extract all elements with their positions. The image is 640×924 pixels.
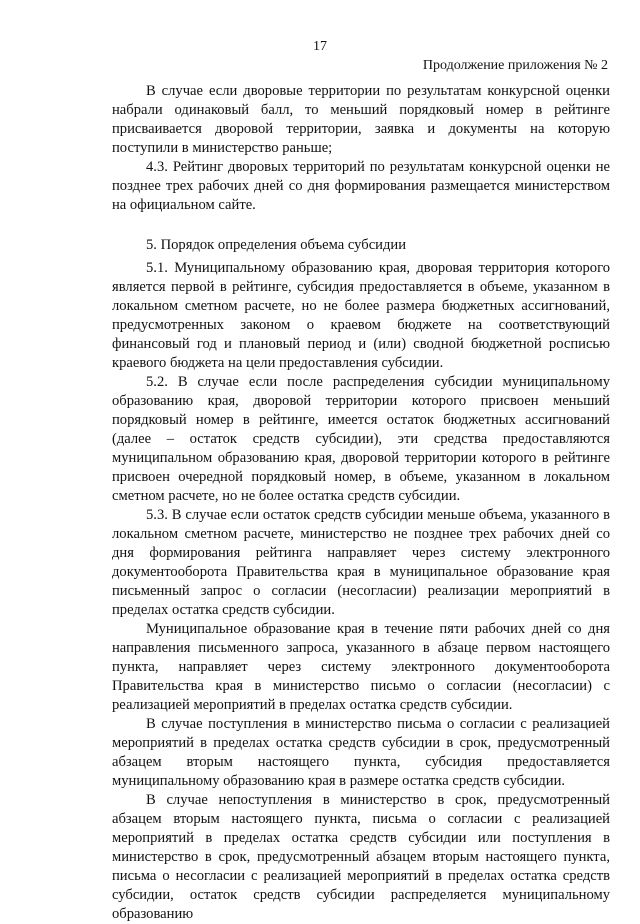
paragraph: 4.3. Рейтинг дворовых территорий по результатам конкурсной оценки не позднее трех рабочих дней со дня формирования размещается министерством на официальном сайте. <box>112 159 610 213</box>
paragraph: 5.1. Муниципальному образованию края, дворовая территория которого является первой в рейтинге, субсидия предоставляется в объеме, указанном в локальном сметном расчете, но не более размера бюджетных ассигнований, предусмотренных законом о краевом бюджете на соответствующий финансовый год и плановый период и (или) сводной бюджетной росписью краевого бюджета на цели предоставления субсидии. <box>112 260 610 371</box>
paragraph: Муниципальное образование края в течение пяти рабочих дней со дня направления письменного запроса, указанного в абзаце первом настоящего пункта, направляет через систему электронного документооборота Правительства края в министерство письмо о согласии (несогласии) с реализацией мероприятий в пределах остатка средств субсидии. <box>112 621 610 713</box>
paragraph: В случае непоступления в министерство в срок, предусмотренный абзацем вторым настоящего пункта, письма о согласии с реализацией мероприятий в пределах остатка средств субсидии или поступления в министерство в срок, предусмотренный абзацем вторым настоящего пункта, письма о несогласии с реализацией мероприятий в пределах остатка средств субсидии, остаток средств субсидии распределяется муниципальному образованию <box>112 792 610 922</box>
paragraph: В случае поступления в министерство письма о согласии с реализацией мероприятий в пределах остатка средств субсидии в срок, предусмотренный абзацем вторым настоящего пункта, субсидия предоставляется муниципальному образованию края в размере остатка средств субсидии. <box>112 716 610 789</box>
page-number: 17 <box>313 39 327 54</box>
appendix-continuation-note: Продолжение приложения № 2 <box>422 58 608 73</box>
section-title: 5. Порядок определения объема субсидии <box>146 237 407 253</box>
paragraph: В случае если дворовые территории по результатам конкурсной оценки набрали одинаковый балл, то меньший порядковый номер в рейтинге присваивается дворовой территории, заявка и документы на которую поступили в министерство раньше; <box>112 83 610 156</box>
document-body <box>112 82 610 924</box>
paragraph: 5.2. В случае если после распределения субсидии муниципальному образованию края, дворовой территории которого присвоен меньший порядковый номер в рейтинге, имеется остаток бюджетных ассигнований (далее – остаток средств субсидии), эти средства предоставляются муниципальном образованию края, дворовой территории которого в рейтинге присвоен очередной порядковый номер, в объеме, указанном в локальном сметном расчете, но не более остатка средств субсидии. <box>112 374 610 504</box>
paragraph: 5.3. В случае если остаток средств субсидии меньше объема, указанного в локальном сметном расчете, министерство не позднее трех рабочих дней со дня формирования рейтинга направляет через систему электронного документооборота Правительства края в муниципальное образование края письменный запрос о согласии (несогласии) реализации мероприятий в пределах остатка средств субсидии. <box>112 507 610 618</box>
